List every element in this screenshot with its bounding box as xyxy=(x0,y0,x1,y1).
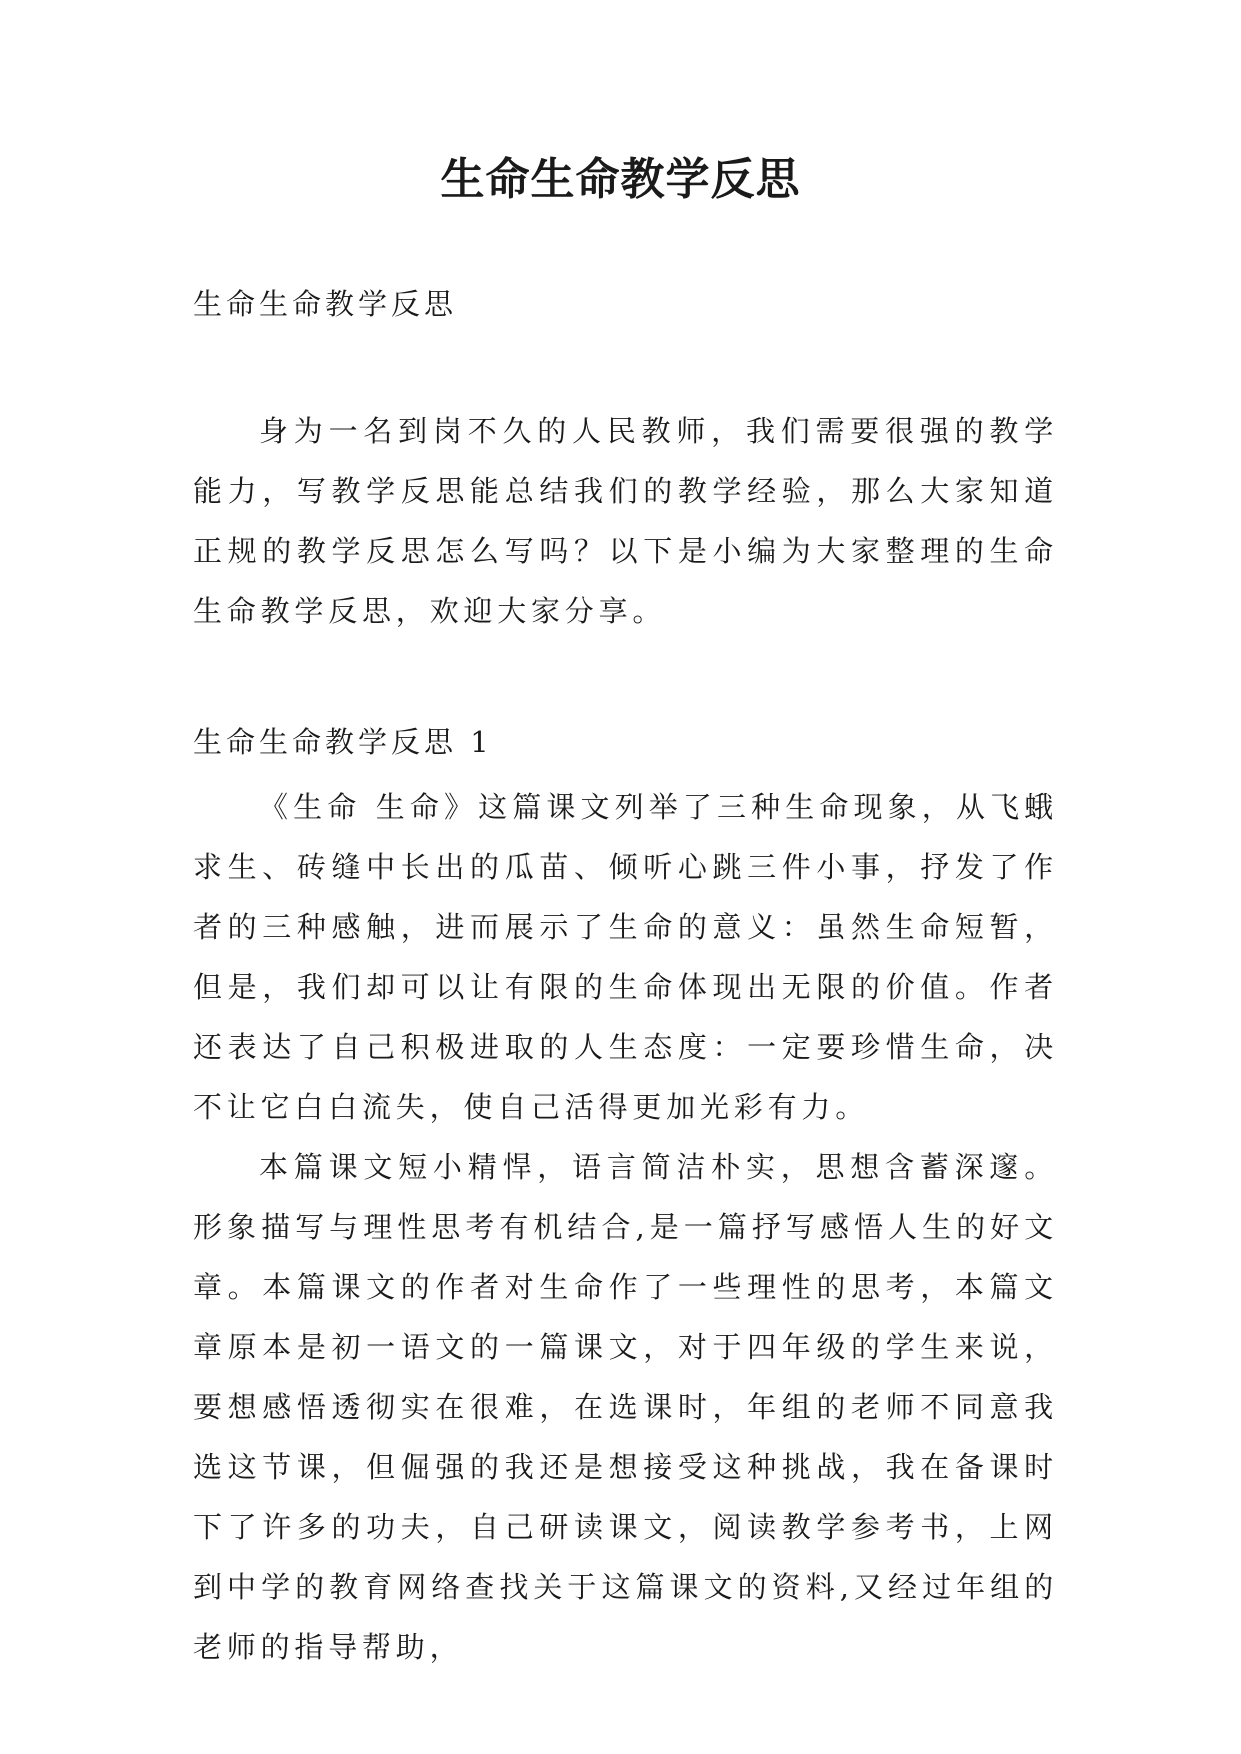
document-body xyxy=(193,285,1058,1677)
body-paragraph: 《生命 生命》这篇课文列举了三种生命现象，从飞蛾求生、砖缝中长出的瓜苗、倾听心跳三件小事，抒发了作者的三种感触，进而展示了生命的意义：虽然生命短暂，但是，我们却可以让有限的生命体现出无限的价值。作者还表达了自己积极进取的人生态度：一定要珍惜生命，决不让它白白流失，使自己活得更加光彩有力。 xyxy=(193,790,1058,1124)
intro-paragraph: 身为一名到岗不久的人民教师，我们需要很强的教学能力，写教学反思能总结我们的教学经验，那么大家知道正规的教学反思怎么写吗？以下是小编为大家整理的生命生命教学反思，欢迎大家分享。 xyxy=(193,414,1058,628)
body-paragraph: 本篇课文短小精悍，语言简洁朴实，思想含蓄深邃。形象描写与理性思考有机结合,是一篇抒写感悟人生的好文章。本篇课文的作者对生命作了一些理性的思考，本篇文章原本是初一语文的一篇课文，对于四年级的学生来说，要想感悟透彻实在很难，在选课时，年组的老师不同意我选这节课，但倔强的我还是想接受这种挑战，我在备课时下了许多的功夫，自己研读课文，阅读教学参考书，上网到中学的教育网络查找关于这篇课文的资料,又经过年组的老师的指导帮助， xyxy=(193,1150,1058,1664)
document-title: 生命生命教学反思 xyxy=(440,154,801,205)
document-subtitle: 生命生命教学反思 xyxy=(193,287,458,321)
section-heading: 生命生命教学反思 1 xyxy=(193,725,493,759)
